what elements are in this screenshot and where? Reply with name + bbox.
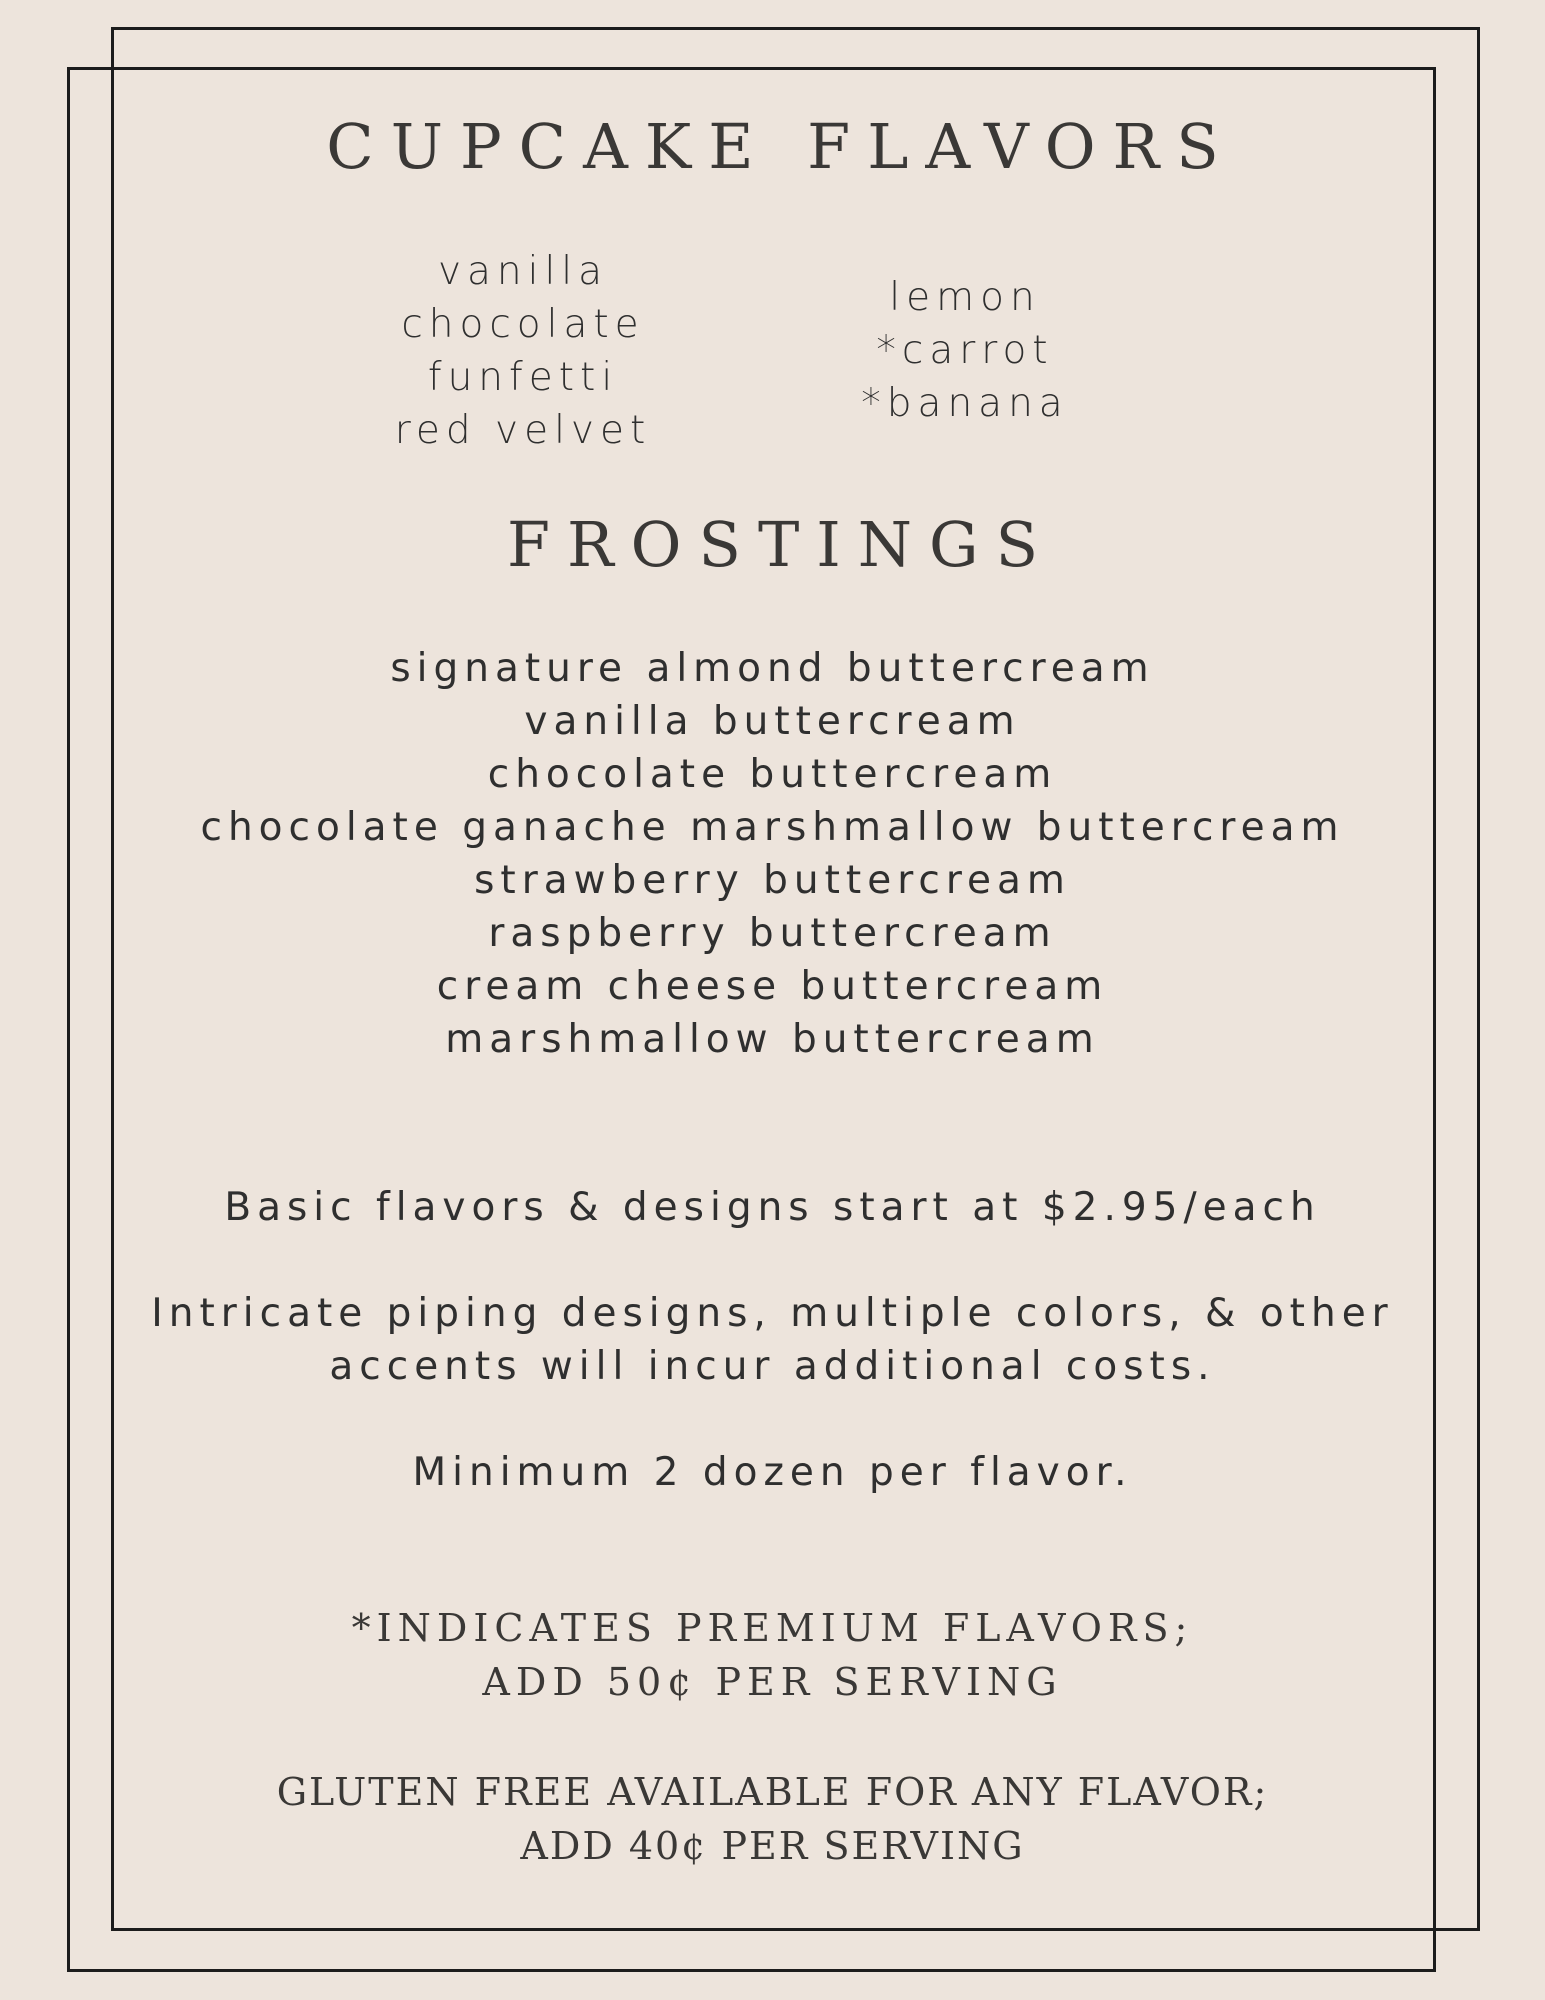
frosting-item: chocolate ganache marshmallow buttercream [200, 805, 1345, 850]
price-note-text: Basic flavors & designs start at $2.95/each [224, 1185, 1321, 1230]
frosting-item: vanilla buttercream [524, 699, 1021, 744]
flavor-item: *carrot [876, 328, 1054, 373]
minimum-note [0, 1446, 1545, 1499]
frostings-list [0, 642, 1545, 1066]
piping-note-line: Intricate piping designs, multiple colors, & other [151, 1291, 1394, 1336]
frosting-item: chocolate buttercream [487, 752, 1058, 797]
premium-note-line: *INDICATES PREMIUM FLAVORS; [351, 1606, 1194, 1650]
flavor-item: lemon [889, 275, 1041, 320]
frosting-item: signature almond buttercream [390, 646, 1155, 691]
price-note [0, 1181, 1545, 1234]
piping-note-line: accents will incur additional costs. [329, 1344, 1216, 1389]
flavor-item: chocolate [401, 302, 645, 347]
premium-note-line: ADD 50¢ PER SERVING [482, 1660, 1063, 1704]
flavors-column-right [715, 271, 1215, 430]
piping-note [0, 1287, 1545, 1393]
gluten-note-line: GLUTEN FREE AVAILABLE FOR ANY FLAVOR; [276, 1770, 1269, 1814]
flavor-item: funfetti [427, 355, 619, 400]
frosting-item: raspberry buttercream [488, 911, 1057, 956]
frosting-item: marshmallow buttercream [445, 1017, 1100, 1062]
premium-flavors-note [0, 1601, 1545, 1709]
flavor-item: red velvet [394, 408, 652, 453]
flavors-column-left [273, 245, 773, 457]
gluten-note-line: ADD 40¢ PER SERVING [520, 1824, 1025, 1868]
frostings-heading: FROSTINGS [506, 508, 1056, 581]
gluten-free-note [0, 1765, 1545, 1873]
frosting-item: cream cheese buttercream [436, 964, 1109, 1009]
minimum-note-text: Minimum 2 dozen per flavor. [412, 1450, 1133, 1495]
cupcake-flavors-heading: CUPCAKE FLAVORS [326, 110, 1236, 183]
frosting-item: strawberry buttercream [474, 858, 1071, 903]
flavor-item: *banana [861, 381, 1069, 426]
flavor-item: vanilla [437, 249, 609, 294]
